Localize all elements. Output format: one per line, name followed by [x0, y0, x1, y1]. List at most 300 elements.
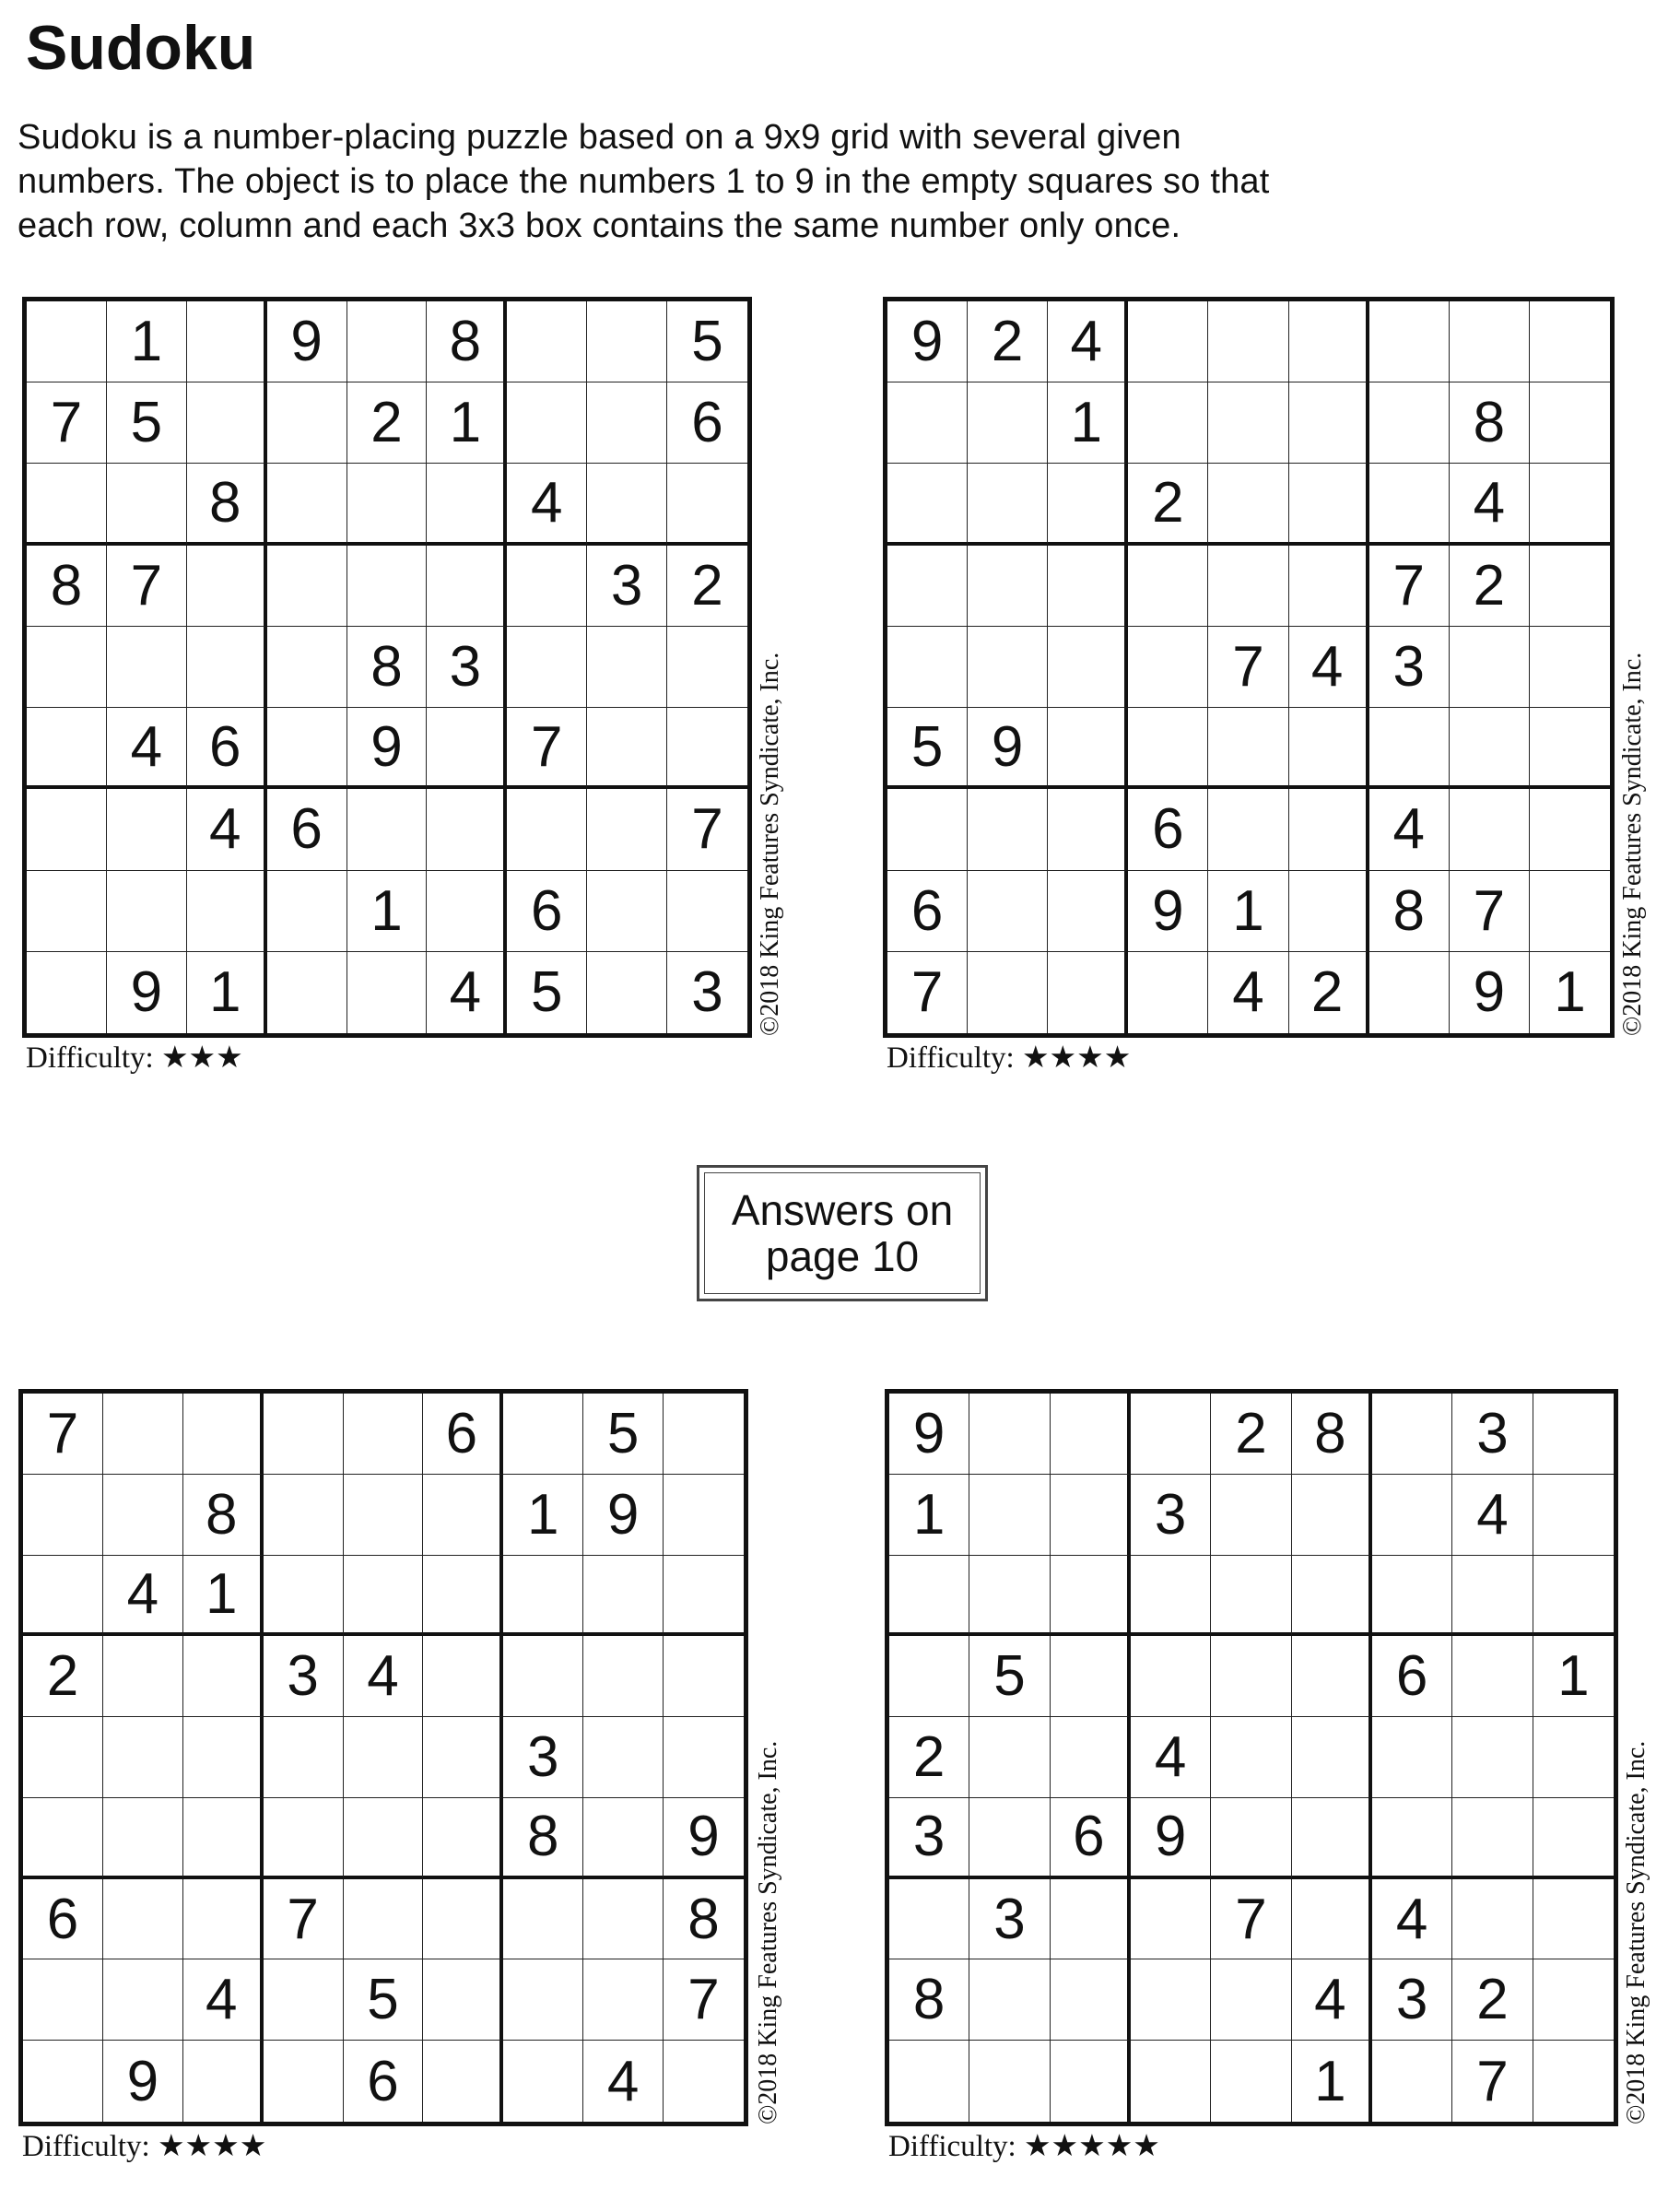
sudoku-cell — [1450, 789, 1530, 870]
sudoku-cell: 1 — [1048, 382, 1128, 464]
sudoku-cell — [503, 1636, 583, 1717]
sudoku-cell — [1289, 382, 1369, 464]
sudoku-cell: 6 — [1051, 1798, 1131, 1879]
sudoku-cell: 6 — [267, 789, 347, 870]
sudoku-cell — [267, 952, 347, 1033]
sudoku-cell — [1048, 627, 1128, 708]
sudoku-cell — [889, 1556, 969, 1637]
sudoku-cell — [1208, 789, 1288, 870]
sudoku-cell — [264, 1959, 344, 2041]
sudoku-cell: 7 — [887, 952, 968, 1033]
sudoku-cell: 4 — [1292, 1959, 1372, 2041]
sudoku-cell: 2 — [667, 546, 747, 627]
sudoku-cell — [1369, 382, 1450, 464]
sudoku-cell — [27, 708, 107, 789]
sudoku-cell: 7 — [1208, 627, 1288, 708]
sudoku-cell — [1048, 464, 1128, 545]
sudoku-cell — [664, 1636, 744, 1717]
sudoku-cell — [664, 2041, 744, 2122]
sudoku-cell: 1 — [1554, 960, 1586, 1025]
sudoku-cell: 3 — [503, 1717, 583, 1798]
sudoku-cell: 2 — [1452, 1959, 1533, 2041]
sudoku-cell — [969, 1556, 1050, 1637]
sudoku-grid — [22, 297, 752, 1038]
sudoku-cell — [1128, 627, 1208, 708]
sudoku-cell: 7 — [664, 1959, 744, 2041]
sudoku-cell: 7 — [107, 546, 187, 627]
sudoku-cell — [1051, 1394, 1131, 1475]
sudoku-cell — [887, 546, 968, 627]
sudoku-cell — [969, 1475, 1050, 1556]
sudoku-cell — [1211, 1475, 1291, 1556]
sudoku-cell: 9 — [103, 2041, 183, 2122]
sudoku-cell — [1211, 1556, 1291, 1637]
sudoku-cell — [103, 1879, 183, 1960]
sudoku-cell: 9 — [664, 1798, 744, 1879]
sudoku-cell — [1530, 789, 1610, 870]
sudoku-cell — [583, 1556, 664, 1637]
sudoku-cell — [1131, 1959, 1211, 2041]
sudoku-cell: 9 — [1131, 1798, 1211, 1879]
sudoku-cell: 4 — [103, 1556, 183, 1637]
sudoku-cell — [507, 546, 587, 627]
sudoku-cell — [1131, 1556, 1211, 1637]
sudoku-cell — [187, 546, 267, 627]
sudoku-cell: 4 — [1452, 1475, 1533, 1556]
sudoku-cell: 1 — [107, 301, 187, 382]
sudoku-cell — [103, 1717, 183, 1798]
sudoku-cell — [968, 627, 1048, 708]
sudoku-cell: 3 — [264, 1636, 344, 1717]
sudoku-cell — [27, 301, 107, 382]
sudoku-cell: 6 — [423, 1394, 503, 1475]
sudoku-cell: 3 — [691, 960, 723, 1025]
sudoku-cell: 1 — [889, 1475, 969, 1556]
sudoku-cell — [1051, 2041, 1131, 2122]
sudoku-cell: 1 — [427, 382, 507, 464]
sudoku-cell — [667, 708, 747, 789]
sudoku-cell — [423, 1959, 503, 2041]
sudoku-cell — [969, 2041, 1050, 2122]
sudoku-cell — [427, 789, 507, 870]
sudoku-cell — [1450, 627, 1530, 708]
sudoku-cell — [664, 1475, 744, 1556]
sudoku-cell: 7 — [1452, 2041, 1533, 2122]
sudoku-cell: 5 — [969, 1636, 1050, 1717]
sudoku-cell — [507, 301, 587, 382]
sudoku-cell — [423, 2041, 503, 2122]
sudoku-cell: 1 — [1292, 2041, 1372, 2122]
sudoku-cell — [887, 464, 968, 545]
sudoku-cell — [187, 382, 267, 464]
sudoku-cell — [347, 301, 428, 382]
sudoku-cell — [587, 627, 667, 708]
sudoku-cell — [1051, 1556, 1131, 1637]
sudoku-cell — [587, 708, 667, 789]
sudoku-cell: 4 — [427, 952, 507, 1033]
sudoku-cell — [267, 871, 347, 952]
sudoku-cell — [969, 1798, 1050, 1879]
sudoku-cell — [1128, 382, 1208, 464]
sudoku-cell — [103, 1475, 183, 1556]
sudoku-cell — [887, 789, 968, 870]
sudoku-cell: 9 — [1128, 871, 1208, 952]
sudoku-cell — [1208, 546, 1288, 627]
sudoku-cell — [1533, 1959, 1614, 2041]
sudoku-cell — [264, 2041, 344, 2122]
sudoku-cell: 5 — [583, 1394, 664, 1475]
sudoku-cell — [267, 464, 347, 545]
sudoku-cell — [267, 546, 347, 627]
sudoku-cell: 2 — [1450, 546, 1530, 627]
sudoku-cell — [423, 1879, 503, 1960]
sudoku-cell — [1289, 301, 1369, 382]
sudoku-cell: 6 — [667, 382, 747, 464]
sudoku-cell — [1530, 546, 1610, 627]
sudoku-cell: 8 — [27, 546, 107, 627]
sudoku-cell — [344, 1556, 424, 1637]
sudoku-cell — [347, 546, 428, 627]
sudoku-cell: 1 — [183, 1556, 264, 1637]
sudoku-cell — [507, 789, 587, 870]
sudoku-cell: 3 — [1452, 1394, 1533, 1475]
sudoku-cell — [587, 301, 667, 382]
sudoku-cell: 1 — [1533, 1636, 1614, 1717]
sudoku-cell: 5 — [667, 301, 747, 382]
sudoku-cell — [107, 871, 187, 952]
sudoku-cell — [1289, 789, 1369, 870]
sudoku-grid — [883, 297, 1615, 1038]
sudoku-cell — [1372, 1394, 1452, 1475]
sudoku-cell — [587, 952, 667, 1033]
sudoku-cell — [1211, 1636, 1291, 1717]
sudoku-cell — [583, 1879, 664, 1960]
sudoku-cell — [1292, 1798, 1372, 1879]
sudoku-cell — [1208, 301, 1288, 382]
sudoku-cell: 8 — [347, 627, 428, 708]
sudoku-cell — [507, 627, 587, 708]
sudoku-cell: 3 — [587, 546, 667, 627]
sudoku-cell — [1208, 464, 1288, 545]
sudoku-cell: 8 — [1292, 1394, 1372, 1475]
sudoku-cell — [968, 952, 1048, 1033]
sudoku-cell — [587, 464, 667, 545]
sudoku-cell: 3 — [1131, 1475, 1211, 1556]
sudoku-cell — [23, 1717, 103, 1798]
sudoku-cell — [1530, 464, 1610, 545]
sudoku-cell — [107, 627, 187, 708]
sudoku-cell — [103, 1394, 183, 1475]
sudoku-cell — [968, 871, 1048, 952]
sudoku-cell — [1292, 1636, 1372, 1717]
sudoku-cell — [423, 1717, 503, 1798]
sudoku-cell — [1452, 1636, 1533, 1717]
sudoku-cell — [183, 1798, 264, 1879]
sudoku-cell — [1369, 301, 1450, 382]
sudoku-cell — [264, 1394, 344, 1475]
sudoku-cell: 1 — [187, 952, 267, 1033]
sudoku-cell — [344, 1394, 424, 1475]
sudoku-cell: 9 — [347, 708, 428, 789]
sudoku-cell — [664, 1394, 744, 1475]
sudoku-cell: 7 — [1369, 546, 1450, 627]
sudoku-cell: 4 — [1369, 789, 1450, 870]
sudoku-cell — [1292, 1879, 1372, 1960]
difficulty-rating: Difficulty: ★★★★★ — [888, 2130, 1160, 2163]
sudoku-cell — [1211, 1959, 1291, 2041]
sudoku-cell — [267, 382, 347, 464]
sudoku-cell — [583, 1959, 664, 2041]
sudoku-cell — [1128, 301, 1208, 382]
sudoku-cell: 7 — [23, 1394, 103, 1475]
sudoku-cell — [667, 464, 747, 545]
sudoku-cell — [1131, 1394, 1211, 1475]
sudoku-cell: 2 — [1128, 464, 1208, 545]
sudoku-cell — [1131, 1636, 1211, 1717]
copyright-notice: ©2018 King Features Syndicate, Inc. — [756, 652, 784, 1036]
sudoku-cell — [1372, 1475, 1452, 1556]
sudoku-cell: 4 — [344, 1636, 424, 1717]
sudoku-cell: 6 — [1372, 1636, 1452, 1717]
sudoku-cell: 2 — [347, 382, 428, 464]
sudoku-cell — [423, 1475, 503, 1556]
sudoku-cell — [23, 2041, 103, 2122]
sudoku-cell: 6 — [187, 708, 267, 789]
sudoku-cell — [344, 1798, 424, 1879]
sudoku-cell — [187, 871, 267, 952]
sudoku-cell — [1289, 871, 1369, 952]
sudoku-cell — [503, 1556, 583, 1637]
sudoku-cell — [103, 1959, 183, 2041]
sudoku-cell — [1530, 708, 1610, 789]
sudoku-cell: 6 — [887, 871, 968, 952]
sudoku-cell — [183, 1717, 264, 1798]
sudoku-cell — [344, 1475, 424, 1556]
sudoku-cell — [587, 871, 667, 952]
sudoku-cell — [503, 1879, 583, 1960]
sudoku-cell: 8 — [187, 464, 267, 545]
sudoku-cell: 1 — [347, 871, 428, 952]
sudoku-cell — [1530, 382, 1610, 464]
sudoku-cell — [1051, 1475, 1131, 1556]
sudoku-cell — [968, 464, 1048, 545]
sudoku-cell: 2 — [968, 301, 1048, 382]
sudoku-cell: 9 — [107, 952, 187, 1033]
sudoku-cell — [664, 1717, 744, 1798]
sudoku-cell — [427, 546, 507, 627]
sudoku-cell: 4 — [1208, 952, 1288, 1033]
sudoku-cell — [1533, 1556, 1614, 1637]
sudoku-cell — [264, 1556, 344, 1637]
sudoku-cell — [969, 1394, 1050, 1475]
sudoku-cell — [27, 871, 107, 952]
sudoku-cell — [1452, 1717, 1533, 1798]
copyright-notice: ©2018 King Features Syndicate, Inc. — [1622, 1740, 1650, 2124]
sudoku-cell — [183, 1394, 264, 1475]
sudoku-cell — [889, 1879, 969, 1960]
sudoku-cell — [1208, 708, 1288, 789]
sudoku-cell — [264, 1717, 344, 1798]
sudoku-cell — [1128, 708, 1208, 789]
sudoku-cell — [1530, 301, 1610, 382]
sudoku-cell — [107, 789, 187, 870]
sudoku-cell: 4 — [183, 1959, 264, 2041]
sudoku-cell: 3 — [427, 627, 507, 708]
sudoku-cell — [23, 1798, 103, 1879]
sudoku-cell — [667, 627, 747, 708]
sudoku-cell — [264, 1798, 344, 1879]
answers-note: Answers on page 10 — [704, 1172, 981, 1294]
sudoku-cell — [1051, 1717, 1131, 1798]
sudoku-cell: 5 — [887, 708, 968, 789]
sudoku-cell — [27, 952, 107, 1033]
sudoku-cell — [1211, 1717, 1291, 1798]
sudoku-cell — [1452, 1879, 1533, 1960]
sudoku-cell — [23, 1556, 103, 1637]
sudoku-cell: 9 — [968, 708, 1048, 789]
sudoku-cell — [427, 871, 507, 952]
sudoku-cell — [1048, 952, 1128, 1033]
sudoku-cell — [347, 952, 428, 1033]
sudoku-cell — [187, 301, 267, 382]
sudoku-cell: 8 — [1369, 871, 1450, 952]
sudoku-cell — [1452, 1556, 1533, 1637]
sudoku-cell — [587, 382, 667, 464]
sudoku-cell — [1048, 789, 1128, 870]
sudoku-cell: 8 — [1450, 382, 1530, 464]
sudoku-cell — [1131, 2041, 1211, 2122]
sudoku-cell — [1533, 2041, 1614, 2122]
sudoku-cell — [1289, 546, 1369, 627]
sudoku-cell — [27, 464, 107, 545]
sudoku-cell — [183, 1879, 264, 1960]
sudoku-cell — [107, 464, 187, 545]
sudoku-cell — [344, 1717, 424, 1798]
sudoku-cell — [1048, 708, 1128, 789]
sudoku-cell: 4 — [583, 2041, 664, 2122]
sudoku-cell — [1051, 1959, 1131, 2041]
sudoku-cell — [1292, 1717, 1372, 1798]
sudoku-cell: 9 — [887, 301, 968, 382]
sudoku-cell: 5 — [107, 382, 187, 464]
sudoku-cell: 4 — [1131, 1717, 1211, 1798]
sudoku-cell — [507, 382, 587, 464]
sudoku-cell — [1369, 952, 1450, 1033]
sudoku-cell — [1048, 546, 1128, 627]
sudoku-cell — [23, 1475, 103, 1556]
sudoku-cell — [1292, 1475, 1372, 1556]
sudoku-cell: 7 — [667, 789, 747, 870]
sudoku-cell — [103, 1798, 183, 1879]
sudoku-cell — [583, 1798, 664, 1879]
sudoku-cell — [423, 1636, 503, 1717]
sudoku-cell — [103, 1636, 183, 1717]
sudoku-cell — [583, 1717, 664, 1798]
sudoku-cell: 8 — [889, 1959, 969, 2041]
sudoku-cell: 6 — [344, 2041, 424, 2122]
sudoku-cell — [347, 464, 428, 545]
sudoku-cell: 6 — [1128, 789, 1208, 870]
sudoku-cell — [887, 627, 968, 708]
sudoku-cell: 1 — [503, 1475, 583, 1556]
sudoku-cell: 9 — [583, 1475, 664, 1556]
sudoku-cell — [1128, 546, 1208, 627]
sudoku-cell: 2 — [889, 1717, 969, 1798]
sudoku-cell — [23, 1959, 103, 2041]
difficulty-rating: Difficulty: ★★★★ — [887, 1041, 1132, 1075]
sudoku-cell: 4 — [107, 708, 187, 789]
sudoku-cell — [1051, 1636, 1131, 1717]
sudoku-cell: 7 — [1211, 1879, 1291, 1960]
sudoku-cell: 3 — [1372, 1959, 1452, 2041]
sudoku-cell — [1530, 871, 1610, 952]
sudoku-cell — [1533, 1798, 1614, 1879]
sudoku-cell — [1372, 2041, 1452, 2122]
sudoku-cell — [1289, 464, 1369, 545]
sudoku-cell: 8 — [664, 1879, 744, 1960]
sudoku-cell: 6 — [507, 871, 587, 952]
sudoku-cell: 1 — [1208, 871, 1288, 952]
sudoku-cell: 4 — [1048, 301, 1128, 382]
sudoku-cell: 4 — [507, 464, 587, 545]
difficulty-rating: Difficulty: ★★★★ — [22, 2130, 267, 2163]
sudoku-cell — [1372, 1798, 1452, 1879]
sudoku-cell — [889, 2041, 969, 2122]
sudoku-cell: 5 — [344, 1959, 424, 2041]
sudoku-cell — [267, 627, 347, 708]
sudoku-cell — [1131, 1879, 1211, 1960]
sudoku-cell — [1211, 2041, 1291, 2122]
sudoku-cell: 8 — [427, 301, 507, 382]
sudoku-cell — [1208, 382, 1288, 464]
sudoku-cell — [1289, 708, 1369, 789]
sudoku-cell — [1369, 708, 1450, 789]
sudoku-cell — [427, 708, 507, 789]
sudoku-cell: 3 — [889, 1798, 969, 1879]
sudoku-cell — [664, 1556, 744, 1637]
page-title: Sudoku — [26, 13, 256, 83]
sudoku-cell: 9 — [889, 1394, 969, 1475]
sudoku-cell: 5 — [507, 952, 587, 1033]
sudoku-cell: 4 — [1372, 1879, 1452, 1960]
sudoku-cell — [503, 2041, 583, 2122]
sudoku-cell — [423, 1556, 503, 1637]
sudoku-cell — [1128, 952, 1208, 1033]
sudoku-cell — [1450, 708, 1530, 789]
sudoku-cell — [1533, 1475, 1614, 1556]
sudoku-cell — [183, 2041, 264, 2122]
sudoku-cell: 2 — [23, 1636, 103, 1717]
sudoku-cell: 8 — [183, 1475, 264, 1556]
sudoku-cell — [27, 627, 107, 708]
sudoku-cell — [264, 1475, 344, 1556]
sudoku-cell — [887, 382, 968, 464]
sudoku-cell — [1450, 301, 1530, 382]
sudoku-cell — [183, 1636, 264, 1717]
sudoku-grid — [18, 1389, 748, 2126]
sudoku-cell: 7 — [1450, 871, 1530, 952]
sudoku-cell — [427, 464, 507, 545]
sudoku-cell — [1372, 1717, 1452, 1798]
sudoku-cell — [968, 382, 1048, 464]
sudoku-cell — [667, 871, 747, 952]
sudoku-cell: 7 — [27, 382, 107, 464]
sudoku-cell: 9 — [267, 301, 347, 382]
sudoku-cell: 2 — [1289, 952, 1369, 1033]
sudoku-cell — [27, 789, 107, 870]
sudoku-cell: 2 — [1211, 1394, 1291, 1475]
copyright-notice: ©2018 King Features Syndicate, Inc. — [1618, 652, 1647, 1036]
